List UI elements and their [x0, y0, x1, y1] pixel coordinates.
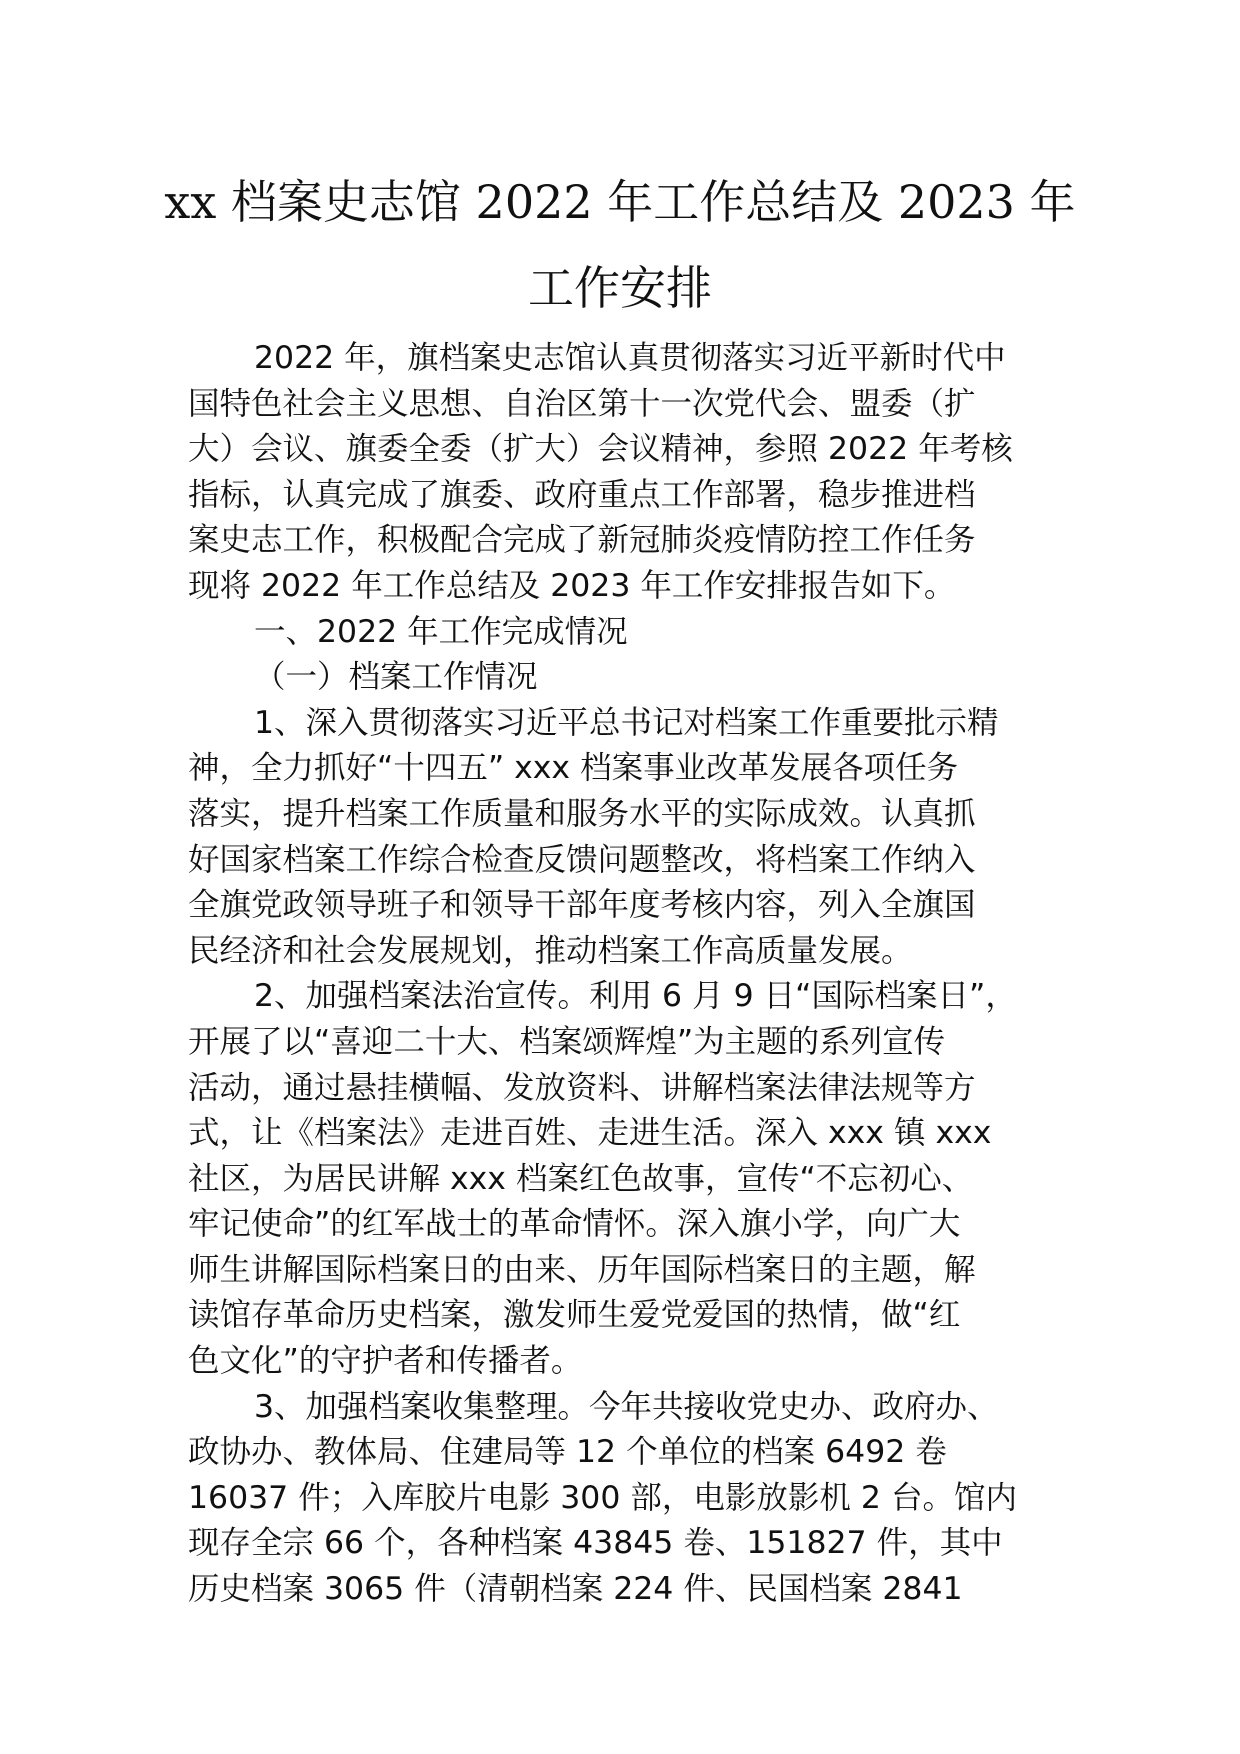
paragraph-line: 历史档案 3065 件（清朝档案 224 件、民国档案 2841 [188, 1571, 963, 1608]
paragraph-line: 案史志工作，积极配合完成了新冠肺炎疫情防控工作任务 [188, 522, 976, 559]
paragraph-line: 大）会议、旗委全委（扩大）会议精神，参照 2022 年考核 [188, 431, 1013, 468]
paragraph-line: 2、加强档案法治宣传。利用 6 月 9 日“国际档案日”， [254, 978, 1017, 1015]
paragraph-line: 色文化”的守护者和传播者。 [188, 1343, 583, 1380]
section-heading: 一、2022 年工作完成情况 [254, 613, 628, 650]
paragraph-line: 落实，提升档案工作质量和服务水平的实际成效。认真抓 [188, 795, 976, 832]
paragraph-line: 2022 年，旗档案史志馆认真贯彻落实习近平新时代中 [254, 340, 1006, 376]
paragraph-line: 3、加强档案收集整理。今年共接收党史办、政府办、 [254, 1388, 999, 1425]
paragraph-line: 好国家档案工作综合检查反馈问题整改，将档案工作纳入 [188, 841, 976, 878]
paragraph-line: 神，全力抓好“十四五” xxx 档案事业改革发展各项任务 [188, 750, 959, 787]
paragraph-line: 现存全宗 66 个，各种档案 43845 卷、151827 件，其中 [188, 1525, 1003, 1562]
paragraph-line: 牢记使命”的红军战士的革命情怀。深入旗小学，向广大 [188, 1206, 961, 1243]
paragraph-line: 读馆存革命历史档案，激发师生爱党爱国的热情，做“红 [188, 1297, 961, 1334]
document-title-line-2: 工作安排 [528, 261, 712, 315]
paragraph-line: 民经济和社会发展规划，推动档案工作高质量发展。 [188, 932, 913, 969]
paragraph-line: 1、深入贯彻落实习近平总书记对档案工作重要批示精 [254, 704, 999, 741]
paragraph-line: 社区，为居民讲解 xxx 档案红色故事，宣传“不忘初心、 [188, 1160, 974, 1197]
paragraph-line: 全旗党政领导班子和领导干部年度考核内容，列入全旗国 [188, 887, 976, 924]
paragraph-line: 政协办、教体局、住建局等 12 个单位的档案 6492 卷 [188, 1434, 947, 1471]
paragraph-line: 式，让《档案法》走进百姓、走进生活。深入 xxx 镇 xxx [188, 1115, 992, 1152]
paragraph-line: 现将 2022 年工作总结及 2023 年工作安排报告如下。 [188, 567, 956, 604]
paragraph-line: 开展了以“喜迎二十大、档案颂辉煌”为主题的系列宣传 [188, 1023, 946, 1060]
subsection-heading: （一）档案工作情况 [254, 659, 538, 696]
paragraph-line: 国特色社会主义思想、自治区第十一次党代会、盟委（扩 [188, 385, 976, 422]
paragraph-line: 指标，认真完成了旗委、政府重点工作部署，稳步推进档 [188, 476, 976, 513]
document-body [188, 336, 1058, 1613]
paragraph-line: 16037 件；入库胶片电影 300 部，电影放影机 2 台。馆内 [188, 1479, 1017, 1516]
document-title-line-1: xx 档案史志馆 2022 年工作总结及 2023 年 [164, 175, 1076, 229]
paragraph-line: 师生讲解国际档案日的由来、历年国际档案日的主题，解 [188, 1251, 976, 1288]
paragraph-line: 活动，通过悬挂横幅、发放资料、讲解档案法律法规等方 [188, 1069, 976, 1106]
